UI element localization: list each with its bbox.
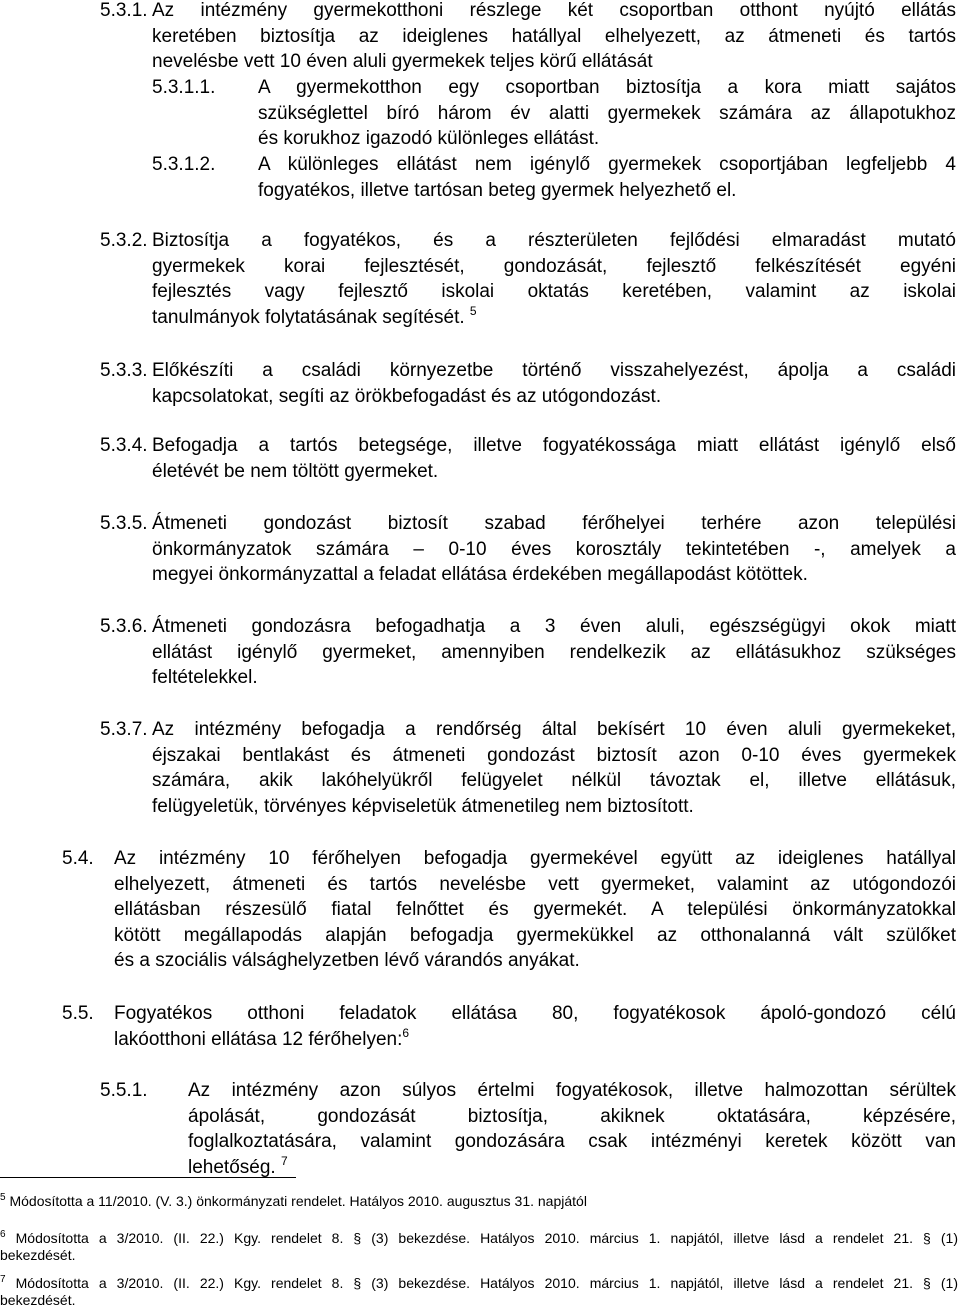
section-number: 5.3.3. <box>100 360 148 381</box>
text-line: A gyermekotthon egy csoportban biztosítja a kora miatt sajátos <box>258 77 956 98</box>
text-line: Az intézmény gyermekotthoni részlege két csoportban otthont nyújtó ellátás <box>152 0 956 21</box>
text-line: feltételekkel. <box>152 667 258 688</box>
paragraph-text <box>152 511 956 588</box>
text-line: és a szociális válsághelyzetben lévő várandós anyákat. <box>114 950 580 971</box>
footnote-ref: 7 <box>280 1153 288 1168</box>
paragraph-text <box>152 614 956 691</box>
text-line: A különleges ellátást nem igénylő gyermekek csoportjában legfeljebb 4 <box>258 154 956 175</box>
section-number: 5.3.4. <box>100 435 148 456</box>
text-line: Az intézmény befogadja a rendőrség által bekísért 10 éven aluli gyermekeket, <box>152 719 956 740</box>
paragraph-text <box>188 1078 956 1180</box>
text-line: életévét be nem töltött gyermeket. <box>152 460 439 482</box>
section-number: 5.3.5. <box>100 513 148 534</box>
text-line: számára, akik lakóhelyükről felügyelet nélkül távoztak el, illetve ellátásuk, <box>152 770 956 791</box>
text-line: Az intézmény 10 férőhelyen befogadja gyermekével együtt az ideiglenes hatállyal <box>114 848 956 869</box>
text-line: lakóotthoni ellátása 12 férőhelyen:$^6$ <box>114 1025 410 1050</box>
text-line: éjszakai bentlakást és átmeneti gondozást biztosít azon 0-10 éves gyermekek <box>152 744 956 766</box>
paragraph-text <box>152 0 956 75</box>
footnote-ref: 5 <box>469 303 477 318</box>
footnote-line: $^5$ Módosította a 11/2010. (V. 3.) önkormányzati rendelet. Hatályos 2010. augusztus 31. napjától <box>0 1192 587 1209</box>
text-line: önkormányzatok számára – 0-10 éves korosztály tekintetében -, amelyek a <box>152 538 956 560</box>
paragraph-text <box>258 152 956 203</box>
paragraph-text <box>152 358 956 409</box>
section-number: 5.4. <box>62 848 94 869</box>
paragraph-text <box>114 846 956 974</box>
text-line: ápolását, gondozását biztosítja, akiknek oktatására, képzésére, <box>188 1105 956 1127</box>
text-line: foglalkoztatására, valamint gondozására csak intézményi keretek között van <box>188 1131 956 1152</box>
section-number: 5.3.1. <box>100 0 148 21</box>
paragraph-text <box>152 228 956 330</box>
footnote-line: $^7$ Módosította a 3/2010. (II. 22.) Kgy. rendelet 8. § (3) bekezdése. Hatályos 2010. március 1. napjától, illetve lásd a rendelet 21. § (1) <box>0 1274 959 1291</box>
paragraph-text <box>152 433 956 484</box>
text-line: Az intézmény azon súlyos értelmi fogyatékosok, illetve halmozottan sérültek <box>188 1080 956 1101</box>
text-line: ellátásban részesülő fiatal felnőttet és gyermekét. A települési önkormányzatokkal <box>114 899 956 920</box>
text-line: Átmeneti gondozást biztosít szabad férőhelyei terhére azon települési <box>152 513 956 534</box>
text-line: és korukhoz igazodó különleges ellátást. <box>258 128 600 149</box>
text-line: gyermekek korai fejlesztését, gondozását, fejlesztő felkészítését egyéni <box>152 255 956 277</box>
section-number: 5.5.1. <box>100 1080 148 1101</box>
footnote-line: $^6$ Módosította a 3/2010. (II. 22.) Kgy. rendelet 8. § (3) bekezdése. Hatályos 2010. március 1. napjától, illetve lásd a rendelet 21. § (1) <box>0 1229 959 1246</box>
section-number: 5.3.1.2. <box>152 154 216 175</box>
footnote-separator <box>0 1177 296 1178</box>
footnote <box>0 1230 958 1264</box>
text-line: tanulmányok folytatásának segítését. $^5$ <box>152 303 477 328</box>
footnote-mark: 5 <box>0 1192 6 1203</box>
section-number: 5.3.6. <box>100 616 148 637</box>
text-line: szükséglettel bíró három év alatti gyermekek számára az állapotukhoz <box>258 102 956 124</box>
footnote-line: bekezdését. <box>0 1292 76 1308</box>
footnote-mark: 7 <box>0 1274 6 1285</box>
text-line: keretében biztosítja az ideiglenes hatállyal elhelyezett, az átmeneti és tartós <box>152 25 956 47</box>
paragraph-text <box>152 717 956 819</box>
text-line: Befogadja a tartós betegsége, illetve fogyatékossága miatt ellátást igénylő első <box>152 435 956 456</box>
section-number: 5.3.2. <box>100 230 148 251</box>
footnote-ref: 6 <box>402 1025 410 1040</box>
section-number: 5.5. <box>62 1003 94 1024</box>
text-line: felügyeletük, törvényes képviseletük átmenetileg nem biztosított. <box>152 795 694 817</box>
footnote <box>0 1275 958 1309</box>
text-line: Fogyatékos otthoni feladatok ellátása 80, fogyatékosok ápoló-gondozó célú <box>114 1003 956 1024</box>
text-line: nevelésbe vett 10 éven aluli gyermekek teljes körű ellátását <box>152 51 653 72</box>
footnote-mark: 6 <box>0 1229 6 1240</box>
section-number: 5.3.7. <box>100 719 148 740</box>
text-line: Átmeneti gondozásra befogadhatja a 3 éven aluli, egészségügyi okok miatt <box>152 616 956 637</box>
text-line: elhelyezett, átmeneti és tartós nevelésbe vett gyermeket, valamint az utógondozói <box>114 873 956 895</box>
text-line: fejlesztés vagy fejlesztő iskolai oktatás keretében, valamint az iskolai <box>152 281 956 302</box>
text-line: lehetőség. $^7$ <box>188 1153 288 1178</box>
paragraph-text <box>258 75 956 152</box>
text-line: megyei önkormányzattal a feladat ellátása érdekében megállapodást kötöttek. <box>152 564 808 585</box>
paragraph-text <box>114 1001 956 1052</box>
text-line: ellátást igénylő gyermeket, amennyiben rendelkezik az ellátásukhoz szükséges <box>152 641 956 663</box>
text-line: fogyatékos, illetve tartósan beteg gyermek helyezhető el. <box>258 179 737 201</box>
text-line: kapcsolatokat, segíti az örökbefogadást és az utógondozást. <box>152 385 662 407</box>
footnote <box>0 1193 958 1210</box>
footnote-line: bekezdését. <box>0 1247 76 1263</box>
section-number: 5.3.1.1. <box>152 77 216 98</box>
text-line: Biztosítja a fogyatékos, és a részterületen fejlődési elmaradást mutató <box>152 230 956 251</box>
text-line: Előkészíti a családi környezetbe történő visszahelyezést, ápolja a családi <box>152 360 956 381</box>
text-line: kötött megállapodás alapján befogadja gyermekükkel az otthonalanná vált szülőket <box>114 924 956 946</box>
